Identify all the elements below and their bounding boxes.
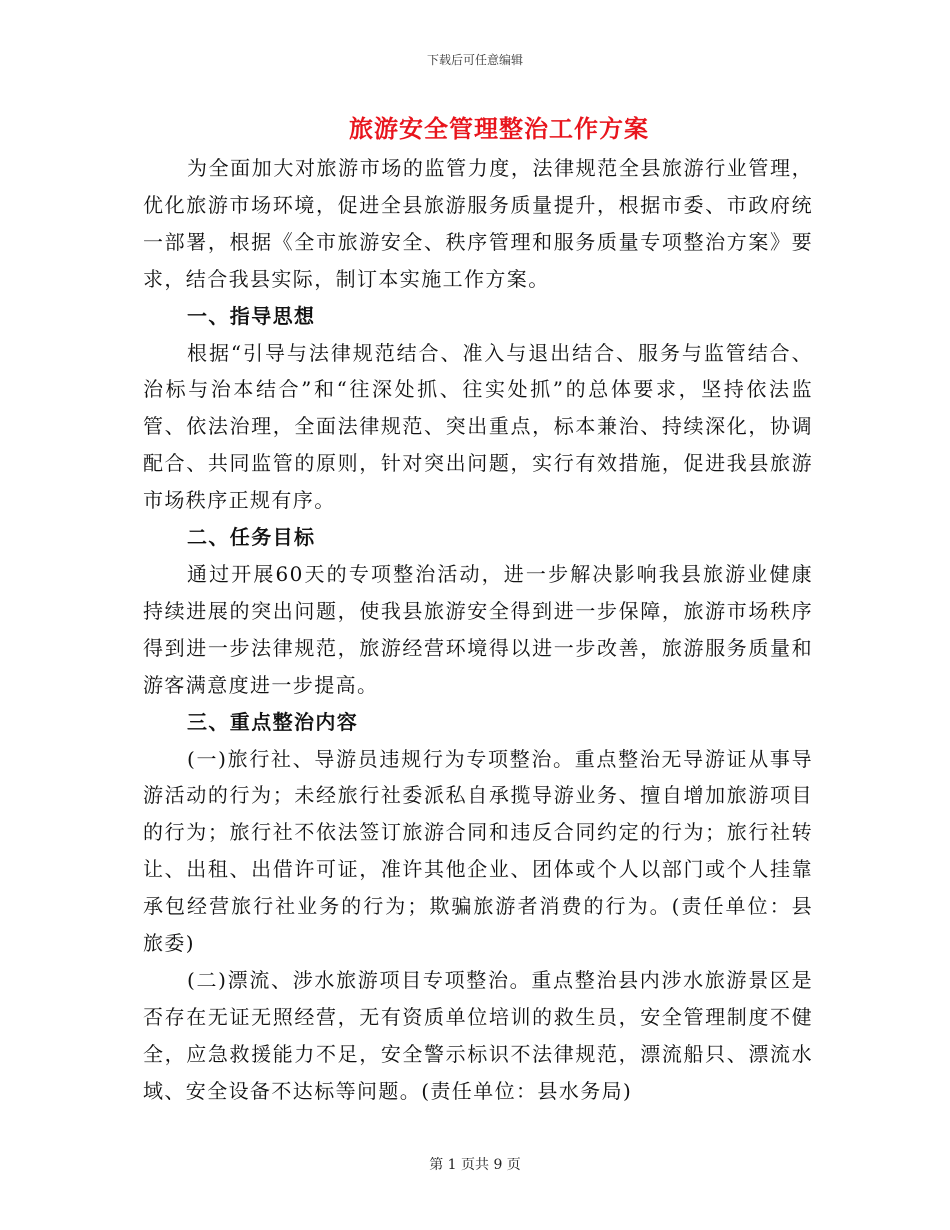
page-number: 第 1 页共 9 页 (429, 1157, 521, 1173)
page-header-note: 下载后可任意编辑 (426, 53, 523, 67)
intro-paragraph: 为全面加大对旅游市场的监管力度，法律规范全县旅游行业管理，优化旅游市场环境，促进全县旅游服务质量提升，根据市委、市政府统一部署，根据《全市旅游安全、秩序管理和服务质量专项整治方案》要求，结合我县实际，制订本实施工作方案。 (143, 156, 813, 291)
section-paragraph-rafting: (二)漂流、涉水旅游项目专项整治。重点整治县内涉水旅游景区是否存在无证无照经营，无有资质单位培训的救生员，安全管理制度不健全，应急救援能力不足，安全警示标识不法律规范，漂流船只、漂流水域、安全设备不达标等问题。(责任单位：县水务局) (143, 967, 813, 1103)
document-body (143, 150, 813, 1110)
section-heading-key-content: 三、重点整治内容 (187, 709, 359, 734)
section-paragraph-travel-agency: (一)旅行社、导游员违规行为专项整治。重点整治无导游证从事导游活动的行为；未经旅行社委派私自承揽导游业务、擅自增加旅游项目的行为；旅行社不依法签订旅游合同和违反合同约定的行为；旅行社转让、出租、出借许可证，准许其他企业、团体或个人以部门或个人挂靠承包经营旅行社业务的行为；欺骗旅游者消费的行为。(责任单位：县旅委) (143, 746, 813, 956)
document-title: 旅游安全管理整治工作方案 (349, 114, 649, 143)
section-paragraph-task-goals: 通过开展60天的专项整治活动，进一步解决影响我县旅游业健康持续进展的突出问题，使我县旅游安全得到进一步保障，旅游市场秩序得到进一步法律规范，旅游经营环境得以进一步改善，旅游服务质量和游客满意度进一步提高。 (143, 561, 813, 697)
section-paragraph-guiding-ideology: 根据“引导与法律规范结合、准入与退出结合、服务与监管结合、治标与治本结合”和“往深处抓、往实处抓”的总体要求，坚持依法监管、依法治理，全面法律规范、突出重点，标本兼治、持续深化，协调配合、共同监管的原则，针对突出问题，实行有效措施，促进我县旅游市场秩序正规有序。 (143, 340, 813, 513)
section-heading-task-goals: 二、任务目标 (187, 525, 316, 550)
section-heading-guiding-ideology: 一、指导思想 (187, 303, 316, 328)
